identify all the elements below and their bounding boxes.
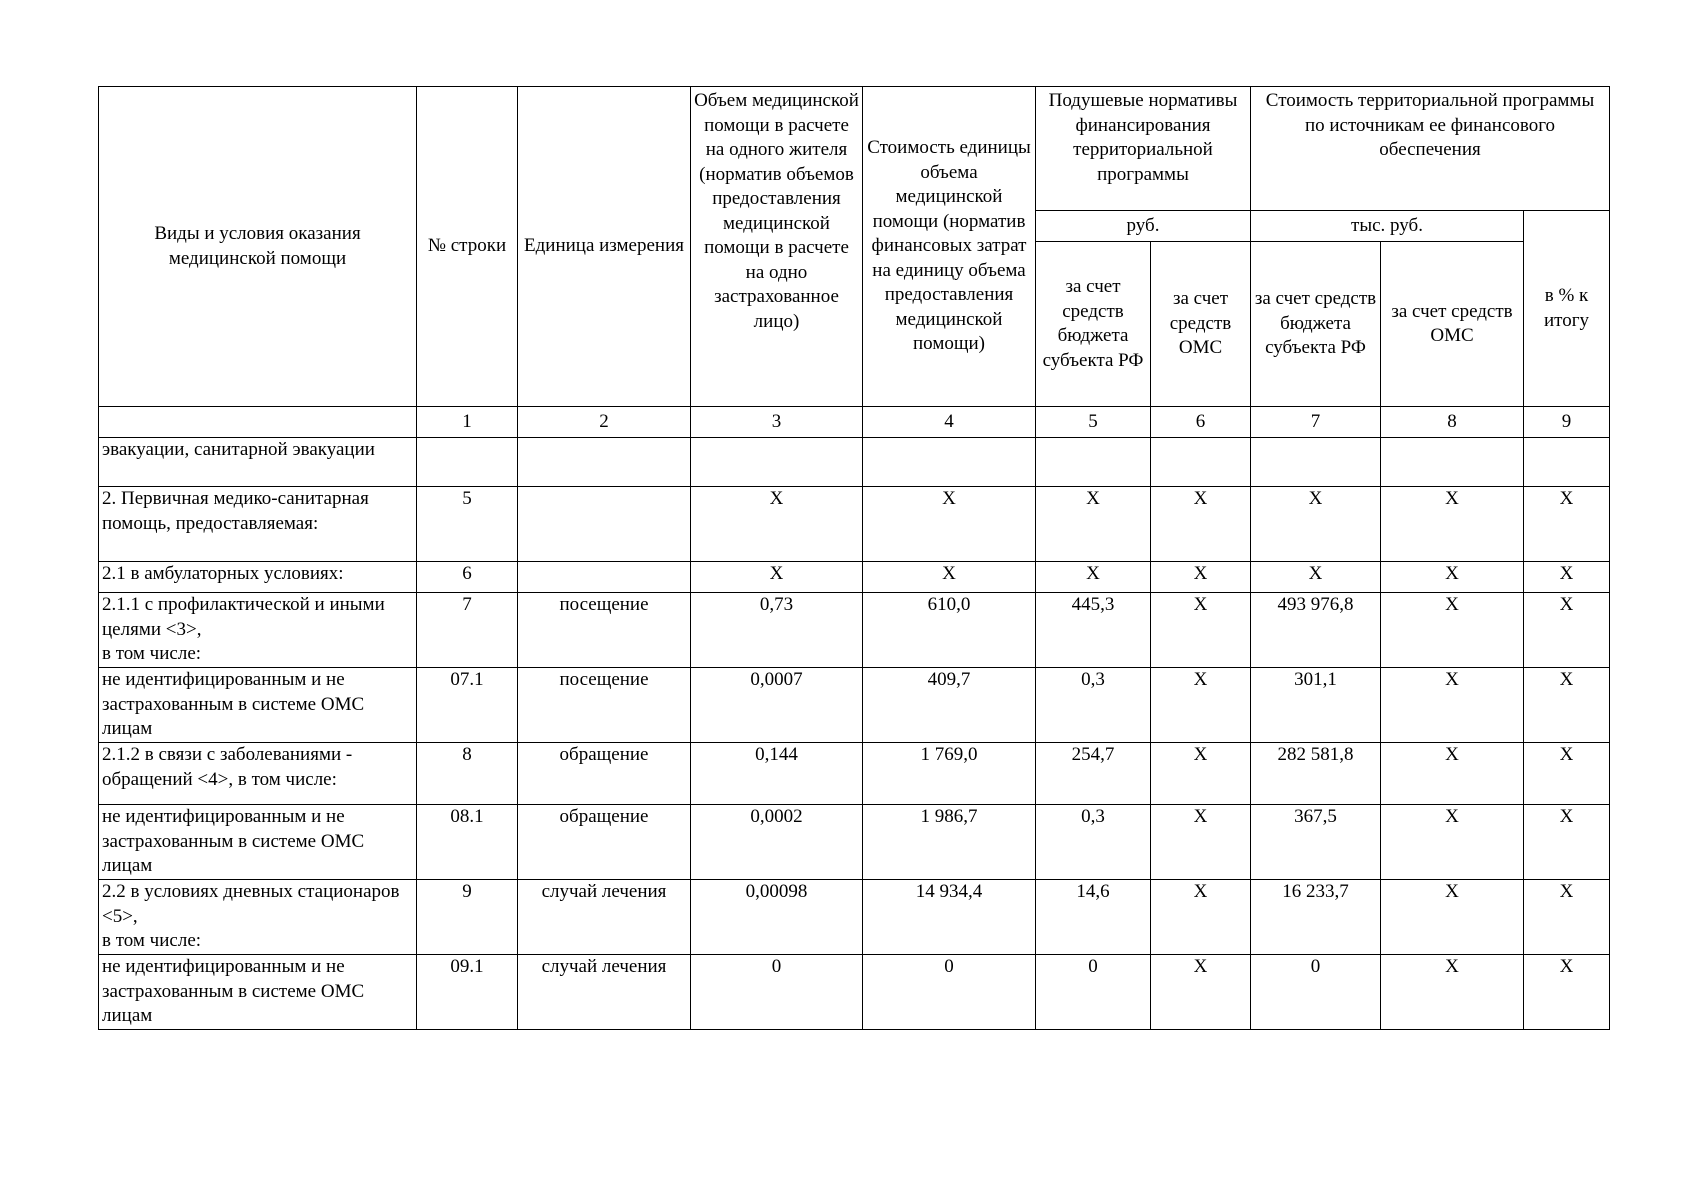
row-cell: X [863, 487, 1036, 562]
row-cell: 08.1 [417, 805, 518, 880]
row-cell: 0,3 [1036, 805, 1151, 880]
row-cell [518, 438, 691, 487]
column-number: 3 [691, 407, 863, 438]
row-cell: 7 [417, 593, 518, 668]
header-percent-of-total: в % к итогу [1524, 211, 1610, 407]
row-cell: 1 769,0 [863, 743, 1036, 805]
row-cell [417, 438, 518, 487]
row-cell: 282 581,8 [1251, 743, 1381, 805]
row-cell: 16 233,7 [1251, 880, 1381, 955]
row-cell [518, 487, 691, 562]
row-cell: X [1151, 880, 1251, 955]
row-care-type: 2.2 в условиях дневных стационаров <5>, в том числе: [99, 880, 417, 955]
row-cell: 0,3 [1036, 668, 1151, 743]
row-cell: X [1251, 562, 1381, 593]
row-cell: X [1524, 805, 1610, 880]
column-number: 8 [1381, 407, 1524, 438]
row-cell: X [1036, 487, 1151, 562]
row-cell: X [1524, 880, 1610, 955]
header-per-capita-norms: Подушевые нормативы финансирования территориальной программы [1036, 87, 1251, 211]
row-cell: 1 986,7 [863, 805, 1036, 880]
table-row [99, 593, 1610, 668]
column-number: 1 [417, 407, 518, 438]
header-unit: Единица измерения [518, 87, 691, 407]
row-cell: X [1524, 562, 1610, 593]
row-cell: 0,0007 [691, 668, 863, 743]
header-unit-cost: Стоимость единицы объема медицинской помощи (норматив финансовых затрат на единицу объема предоставления медицинской помощи) [863, 87, 1036, 407]
row-cell: X [1524, 593, 1610, 668]
row-cell: 493 976,8 [1251, 593, 1381, 668]
table-row [99, 438, 1610, 487]
row-care-type: 2.1.2 в связи с заболеваниями - обращений <4>, в том числе: [99, 743, 417, 805]
row-cell: 0 [1251, 955, 1381, 1030]
row-cell: X [1381, 955, 1524, 1030]
row-cell: 409,7 [863, 668, 1036, 743]
row-cell: 8 [417, 743, 518, 805]
header-unit-rub: руб. [1036, 211, 1251, 242]
table-row [99, 487, 1610, 562]
row-cell: X [1524, 668, 1610, 743]
row-care-type: 2.1 в амбулаторных условиях: [99, 562, 417, 593]
row-cell: 445,3 [1036, 593, 1151, 668]
table-row [99, 955, 1610, 1030]
header-budget-thousand-rub: за счет средств бюджета субъекта РФ [1251, 242, 1381, 407]
row-cell: 0,0002 [691, 805, 863, 880]
row-cell: X [1151, 955, 1251, 1030]
row-cell: X [1251, 487, 1381, 562]
program-cost-table [98, 86, 1610, 1030]
row-cell [863, 438, 1036, 487]
row-cell: обращение [518, 743, 691, 805]
row-cell: X [1151, 805, 1251, 880]
row-cell: 0 [1036, 955, 1151, 1030]
row-cell: X [1151, 668, 1251, 743]
header-oms-rub: за счет средств ОМС [1151, 242, 1251, 407]
row-care-type: не идентифицированным и не застрахованным в системе ОМС лицам [99, 668, 417, 743]
row-cell: X [1151, 487, 1251, 562]
header-cost-by-source: Стоимость территориальной программы по источникам ее финансового обеспечения [1251, 87, 1610, 211]
table-row [99, 805, 1610, 880]
row-cell: 0,00098 [691, 880, 863, 955]
table-row [99, 743, 1610, 805]
row-cell: X [1524, 487, 1610, 562]
row-cell [1251, 438, 1381, 487]
row-cell [1151, 438, 1251, 487]
row-care-type: не идентифицированным и не застрахованным в системе ОМС лицам [99, 805, 417, 880]
header-care-type: Виды и условия оказания медицинской помощи [99, 87, 417, 407]
table-row [99, 562, 1610, 593]
row-cell: посещение [518, 668, 691, 743]
row-cell: X [1036, 562, 1151, 593]
column-number [99, 407, 417, 438]
column-number: 5 [1036, 407, 1151, 438]
row-care-type: эвакуации, санитарной эвакуации [99, 438, 417, 487]
row-cell: X [1151, 743, 1251, 805]
column-number: 6 [1151, 407, 1251, 438]
row-cell: обращение [518, 805, 691, 880]
row-cell: X [1524, 955, 1610, 1030]
header-volume: Объем медицинской помощи в расчете на одного жителя (норматив объемов предоставления медицинской помощи в расчете на одно застрахованное лицо) [691, 87, 863, 407]
row-cell: посещение [518, 593, 691, 668]
row-cell: 0 [863, 955, 1036, 1030]
row-cell: X [1151, 593, 1251, 668]
row-care-type: не идентифицированным и не застрахованным в системе ОМС лицам [99, 955, 417, 1030]
row-cell: X [863, 562, 1036, 593]
table-body [99, 438, 1610, 1030]
row-cell: 254,7 [1036, 743, 1151, 805]
row-cell: 14 934,4 [863, 880, 1036, 955]
row-cell: 0,144 [691, 743, 863, 805]
row-cell: X [1381, 487, 1524, 562]
row-cell: 09.1 [417, 955, 518, 1030]
row-cell: 9 [417, 880, 518, 955]
column-number: 2 [518, 407, 691, 438]
column-number: 7 [1251, 407, 1381, 438]
row-care-type: 2.1.1 с профилактической и иными целями <3>, в том числе: [99, 593, 417, 668]
row-cell: X [1381, 593, 1524, 668]
row-cell: X [1381, 668, 1524, 743]
table-row [99, 880, 1610, 955]
row-cell: 301,1 [1251, 668, 1381, 743]
header-budget-rub: за счет средств бюджета субъекта РФ [1036, 242, 1151, 407]
row-cell: X [691, 562, 863, 593]
header-line-number: № строки [417, 87, 518, 407]
row-cell: 5 [417, 487, 518, 562]
row-cell: X [1381, 805, 1524, 880]
row-cell: X [1381, 562, 1524, 593]
row-care-type: 2. Первичная медико-санитарная помощь, предоставляемая: [99, 487, 417, 562]
row-cell: 0,73 [691, 593, 863, 668]
document-page [98, 86, 1609, 1030]
row-cell: 0 [691, 955, 863, 1030]
row-cell: X [1381, 880, 1524, 955]
row-cell [1381, 438, 1524, 487]
row-cell: 6 [417, 562, 518, 593]
row-cell: X [1151, 562, 1251, 593]
column-number: 4 [863, 407, 1036, 438]
row-cell [518, 562, 691, 593]
row-cell: X [1524, 743, 1610, 805]
header-oms-thousand-rub: за счет средств ОМС [1381, 242, 1524, 407]
row-cell: X [691, 487, 863, 562]
table-row [99, 668, 1610, 743]
row-cell: случай лечения [518, 955, 691, 1030]
row-cell: X [1381, 743, 1524, 805]
column-number-row [99, 407, 1610, 438]
row-cell [1036, 438, 1151, 487]
row-cell [1524, 438, 1610, 487]
row-cell [691, 438, 863, 487]
row-cell: 367,5 [1251, 805, 1381, 880]
row-cell: 07.1 [417, 668, 518, 743]
row-cell: 14,6 [1036, 880, 1151, 955]
row-cell: случай лечения [518, 880, 691, 955]
header-unit-thousand-rub: тыс. руб. [1251, 211, 1524, 242]
row-cell: 610,0 [863, 593, 1036, 668]
column-number: 9 [1524, 407, 1610, 438]
